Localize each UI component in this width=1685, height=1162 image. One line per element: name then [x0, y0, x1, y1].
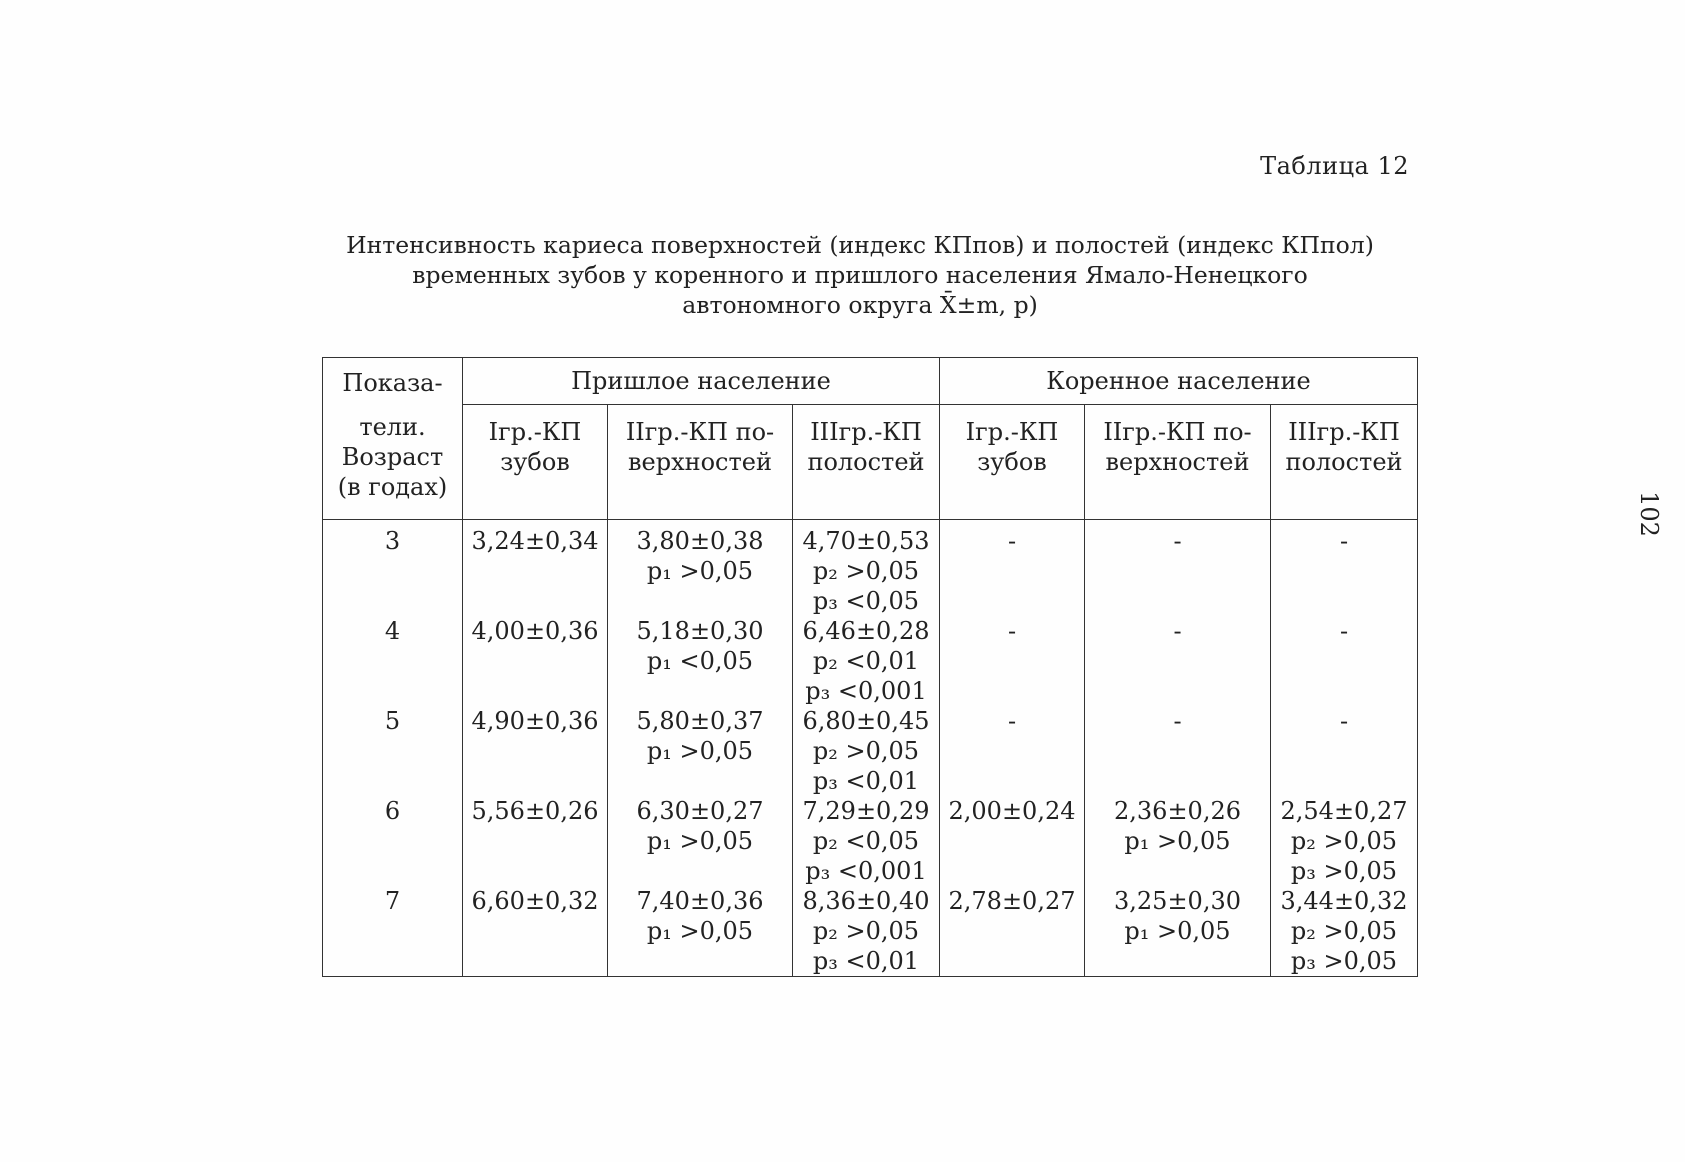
cell-value: 5,80±0,37 [636, 707, 764, 735]
cell-p-value: p₃ <0,01 [812, 767, 920, 795]
cell-value: 3,80±0,38 [636, 527, 764, 555]
value-cell [1271, 616, 1418, 706]
table-row [323, 796, 1418, 886]
table-caption [300, 230, 1420, 320]
cell-value: - [1173, 617, 1182, 645]
row-header-line: Показа- [342, 369, 443, 397]
value-cell [793, 886, 940, 977]
column-header-line: верхностей [1105, 448, 1250, 476]
cell-value: 3,24±0,34 [471, 527, 599, 555]
value-cell [940, 796, 1085, 886]
cell-value: - [1339, 527, 1349, 555]
cell-value: 2,54±0,27 [1280, 797, 1408, 825]
cell-value: 6,80±0,45 [802, 707, 930, 735]
age-cell: 5 [323, 706, 463, 796]
row-header-line: тели. [359, 413, 426, 441]
value-cell [1085, 520, 1271, 617]
value-cell [608, 706, 793, 796]
column-header-line: верхностей [628, 448, 772, 476]
value-cell [463, 886, 608, 977]
column-header-line: IIIгр.-КП [1288, 418, 1400, 446]
cell-value: 3,44±0,32 [1280, 887, 1408, 915]
value-cell [940, 616, 1085, 706]
cell-value: 4,00±0,36 [471, 617, 599, 645]
cell-p-value: p₃ <0,001 [805, 857, 927, 885]
cell-value: 5,18±0,30 [636, 617, 764, 645]
cell-value: - [1173, 527, 1182, 555]
value-cell [793, 706, 940, 796]
cell-value: 6,60±0,32 [471, 887, 599, 915]
cell-p-value: p₂ <0,01 [812, 647, 920, 675]
column-header [463, 405, 608, 520]
column-header-line: IIгр.-КП по- [1103, 418, 1252, 446]
column-header [793, 405, 940, 520]
cell-p-value: p₃ <0,05 [812, 587, 920, 615]
value-cell [1271, 706, 1418, 796]
cell-p-value: p₂ <0,05 [812, 827, 920, 855]
cell-p-value: p₂ >0,05 [812, 917, 920, 945]
caption-line: автономного округа X̄±m, p) [682, 291, 1038, 319]
group-header-indigenous: Коренное население [940, 358, 1418, 405]
page-number: 102 [1634, 491, 1663, 537]
cell-value: 7,29±0,29 [802, 797, 930, 825]
value-cell [1271, 520, 1418, 617]
cell-p-value: p₁ <0,05 [646, 647, 754, 675]
cell-p-value: p₂ >0,05 [812, 557, 920, 585]
cell-p-value: p₂ >0,05 [1290, 917, 1398, 945]
column-header [608, 405, 793, 520]
column-header-line: Iгр.-КП [965, 418, 1059, 446]
cell-value: - [1339, 617, 1349, 645]
cell-p-value: p₂ >0,05 [812, 737, 920, 765]
value-cell [608, 616, 793, 706]
cell-value: 4,70±0,53 [802, 527, 930, 555]
column-header-line: полостей [1285, 448, 1403, 476]
group-header-newcomer: Пришлое население [463, 358, 940, 405]
value-cell [940, 520, 1085, 617]
cell-value: - [1173, 707, 1182, 735]
age-cell: 4 [323, 616, 463, 706]
cell-p-value: p₃ >0,05 [1290, 857, 1398, 885]
value-cell [793, 520, 940, 617]
table-row [323, 706, 1418, 796]
cell-value: 6,30±0,27 [636, 797, 764, 825]
value-cell [463, 616, 608, 706]
cell-p-value: p₂ >0,05 [1290, 827, 1398, 855]
column-header-line: IIгр.-КП по- [625, 418, 775, 446]
cell-value: - [1007, 617, 1017, 645]
cell-value: 5,56±0,26 [471, 797, 599, 825]
cell-p-value: p₁ >0,05 [646, 827, 754, 855]
cell-p-value: p₃ <0,001 [805, 677, 927, 705]
value-cell [1085, 706, 1271, 796]
row-header-line: Возраст [341, 443, 444, 471]
value-cell [608, 520, 793, 617]
cell-value: - [1007, 707, 1017, 735]
value-cell [608, 886, 793, 977]
column-header-line: IIIгр.-КП [810, 418, 922, 446]
cell-p-value: p₃ <0,01 [812, 947, 920, 975]
cell-value: 3,25±0,30 [1114, 887, 1241, 915]
age-cell: 7 [323, 886, 463, 977]
cell-value: 7,40±0,36 [636, 887, 764, 915]
value-cell [608, 796, 793, 886]
value-cell [463, 706, 608, 796]
cell-value: 4,90±0,36 [471, 707, 599, 735]
table-row [323, 520, 1418, 617]
value-cell [1085, 796, 1271, 886]
column-header [1271, 405, 1418, 520]
column-header-line: зубов [500, 448, 570, 476]
table-header [323, 358, 1418, 520]
row-header-cell [323, 358, 463, 520]
table-row [323, 886, 1418, 977]
value-cell [940, 706, 1085, 796]
value-cell [793, 796, 940, 886]
data-table [322, 357, 1418, 977]
column-header-line: зубов [977, 448, 1047, 476]
value-cell [463, 796, 608, 886]
cell-p-value: p₁ >0,05 [1124, 917, 1231, 945]
row-header-line: (в годах) [337, 473, 448, 501]
cell-p-value: p₁ >0,05 [1124, 827, 1231, 855]
cell-value: 2,36±0,26 [1114, 797, 1241, 825]
cell-p-value: p₁ >0,05 [646, 737, 754, 765]
value-cell [1271, 796, 1418, 886]
cell-p-value: p₃ >0,05 [1290, 947, 1398, 975]
caption-line: временных зубов у коренного и пришлого населения Ямало-Ненецкого [412, 261, 1308, 289]
table-number: Таблица 12 [1260, 152, 1409, 180]
cell-value: 2,00±0,24 [948, 797, 1076, 825]
caption-line: Интенсивность кариеса поверхностей (индекс КПпов) и полостей (индекс КПпол) [346, 231, 1374, 259]
age-cell: 3 [323, 520, 463, 617]
cell-value: - [1007, 527, 1017, 555]
cell-p-value: p₁ >0,05 [646, 917, 754, 945]
value-cell [1271, 886, 1418, 977]
cell-p-value: p₁ >0,05 [646, 557, 754, 585]
column-header-line: Iгр.-КП [488, 418, 582, 446]
value-cell [1085, 886, 1271, 977]
value-cell [940, 886, 1085, 977]
cell-value: - [1339, 707, 1349, 735]
cell-value: 6,46±0,28 [802, 617, 930, 645]
table-body [323, 520, 1418, 977]
value-cell [463, 520, 608, 617]
table-row [323, 616, 1418, 706]
value-cell [793, 616, 940, 706]
cell-value: 8,36±0,40 [802, 887, 930, 915]
age-cell: 6 [323, 796, 463, 886]
column-header [1085, 405, 1271, 520]
column-header [940, 405, 1085, 520]
cell-value: 2,78±0,27 [948, 887, 1076, 915]
column-header-line: полостей [807, 448, 925, 476]
value-cell [1085, 616, 1271, 706]
